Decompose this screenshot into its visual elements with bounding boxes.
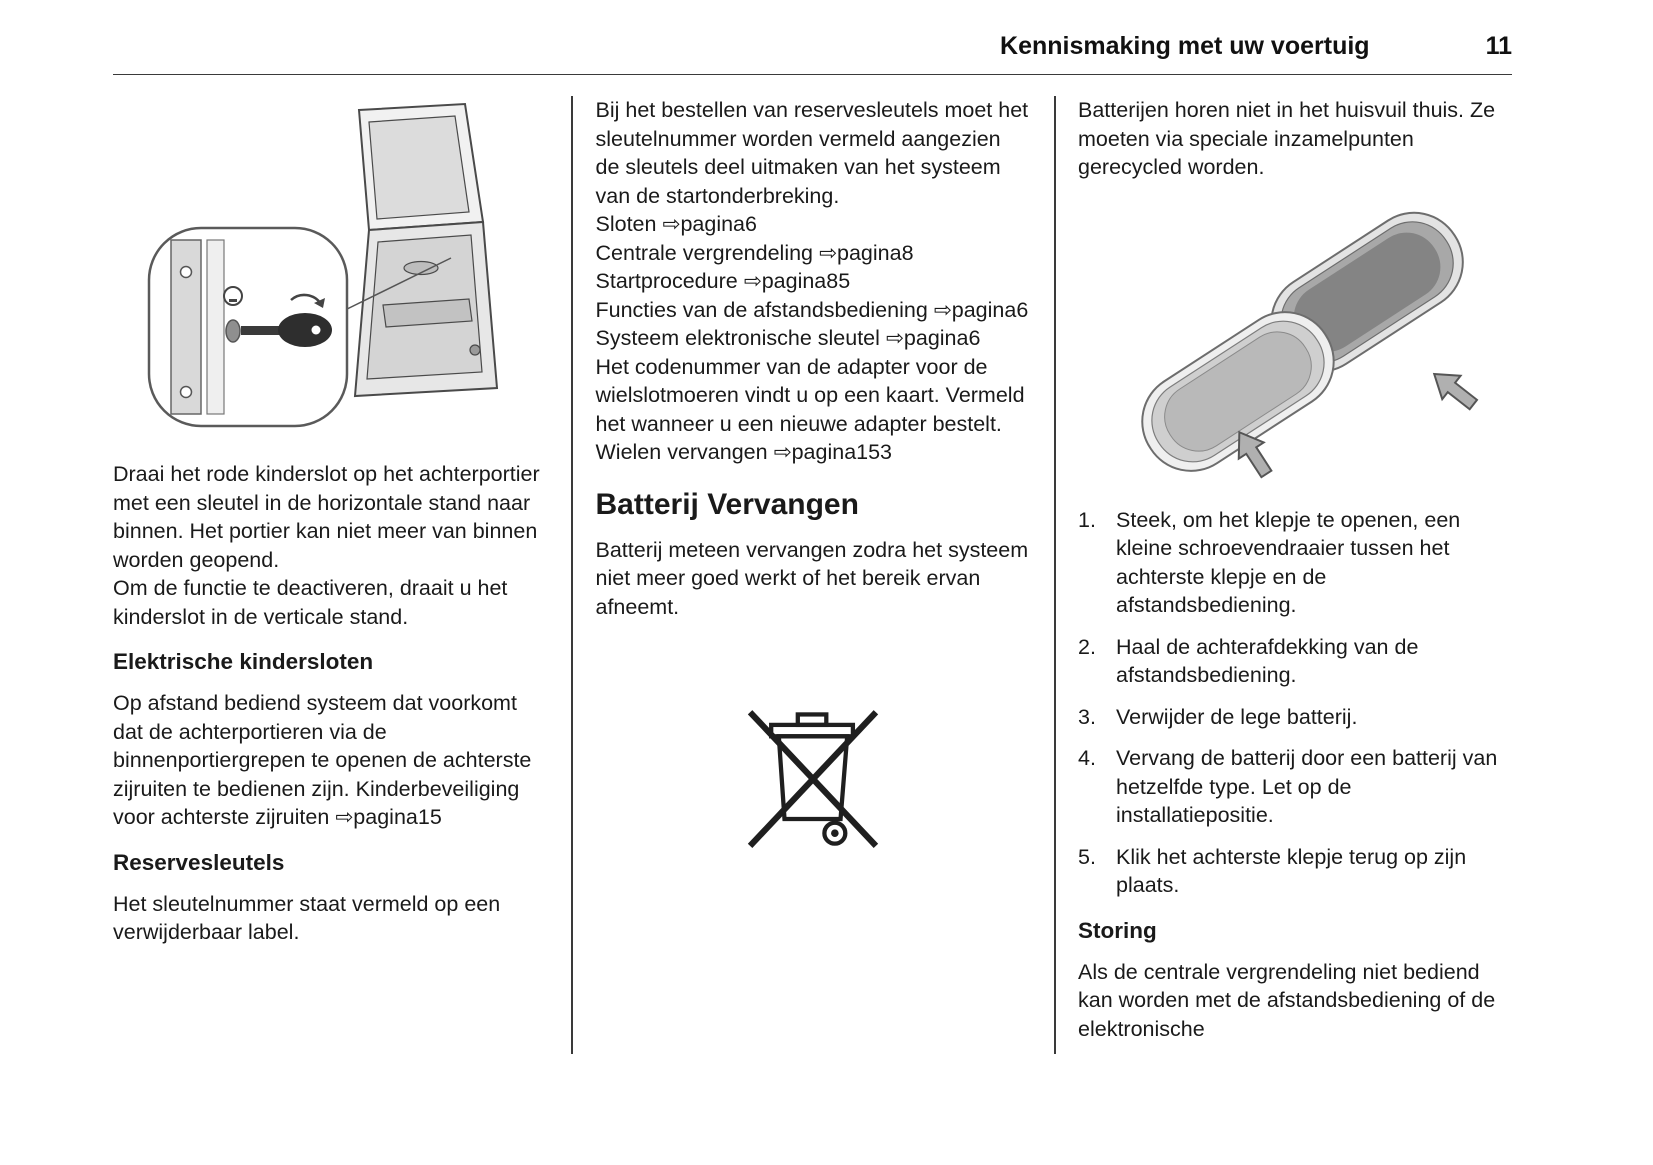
step-number: 3. — [1078, 704, 1096, 729]
list-item — [1078, 703, 1512, 732]
list-item — [1078, 744, 1512, 830]
weee-bin-icon — [737, 699, 889, 861]
step-text: Verwijder de lege batterij. — [1116, 704, 1358, 729]
paragraph-replace-battery: Batterij meteen vervangen zodra het systeem niet meer goed werkt of het bereik ervan afneemt. — [595, 537, 1029, 619]
heading-elektrische-kindersloten: Elektrische kindersloten — [113, 649, 374, 674]
list-item — [1078, 506, 1512, 620]
paragraph-storing: Als de centrale vergrendeling niet bediend kan worden met de afstandsbediening of de elektronische — [1078, 959, 1496, 1041]
page-link-kinderbeveiliging[interactable]: ⇨pagina15 — [335, 805, 442, 829]
paragraph-deactivate: Om de functie te deactiveren, draait u het kinderslot in de verticale stand. — [113, 576, 508, 629]
crossed-out-wheelie-bin-icon — [737, 699, 889, 861]
rear-door-child-lock-illustration — [113, 100, 533, 432]
remote-key-fobs-illustration — [1102, 192, 1502, 490]
paragraph-child-lock: Draai het rode kinderslot op het achterportier met een sleutel in de horizontale stand naar binnen. Het portier kan niet meer van binnen worden geopend. — [113, 462, 540, 572]
battery-steps-list — [1078, 506, 1512, 900]
heading-reservesleutels: Reservesleutels — [113, 849, 285, 875]
child-lock-illustration — [113, 100, 533, 432]
page-link-startprocedure[interactable]: Startprocedure ⇨pagina85 — [595, 269, 851, 293]
page-header — [113, 32, 1512, 61]
page-link-functies-afstandsbediening[interactable]: Functies van de afstandsbediening ⇨pagina6 — [595, 297, 1029, 322]
step-number: 5. — [1078, 844, 1096, 869]
column-middle — [596, 96, 1030, 1043]
list-item — [1078, 633, 1512, 690]
step-text: Steek, om het klepje te openen, een kleine schroevendraaier tussen het achterste klepje en de afstandsbediening. — [1116, 507, 1461, 617]
page-columns — [113, 96, 1512, 1043]
header-rule — [113, 74, 1512, 75]
paragraph-spare-keys: Bij het bestellen van reservesleutels moet het sleutelnummer worden vermeld aangezien de sleutels deel uitmaken van het systeem van de startonderbreking. — [595, 98, 1029, 208]
page-link-elektronische-sleutel[interactable]: Systeem elektronische sleutel ⇨pagina6 — [595, 326, 981, 350]
list-item — [1078, 843, 1512, 900]
paragraph-adapter-code: Het codenummer van de adapter voor de wielslotmoeren vindt u op een kaart. Vermeld het wanneer u een nieuwe adapter bestelt. — [595, 354, 1025, 436]
step-text: Vervang de batterij door een batterij van hetzelfde type. Let op de installatiepositie. — [1116, 746, 1498, 827]
paragraph-text: Op afstand bediend systeem dat voorkomt dat de achterportieren via de binnenportiergrepen te openen de achterste zijruiten te bedienen zijn. Kinderbeveiliging voor achterste zijruiten — [113, 691, 532, 829]
page-link-sloten[interactable]: Sloten ⇨pagina6 — [595, 212, 757, 236]
page-number: 11 — [1485, 32, 1512, 60]
page-link-wielen-vervangen[interactable]: Wielen vervangen ⇨pagina153 — [595, 440, 893, 464]
page-link-centrale-vergrendeling[interactable]: Centrale vergrendeling ⇨pagina8 — [595, 240, 914, 265]
column-right — [1078, 96, 1512, 1043]
step-number: 4. — [1078, 746, 1096, 770]
step-number: 2. — [1078, 634, 1096, 659]
paragraph-electric-locks — [113, 689, 547, 832]
heading-batterij-vervangen: Batterij Vervangen — [595, 487, 859, 521]
heading-storing: Storing — [1078, 917, 1157, 943]
step-number: 1. — [1078, 507, 1096, 532]
step-text: Klik het achterste klepje terug op zijn plaats. — [1116, 844, 1467, 897]
chapter-title: Kennismaking met uw voertuig — [1000, 32, 1370, 60]
key-fob-battery-illustration — [1102, 192, 1502, 490]
paragraph-key-number: Het sleutelnummer staat vermeld op een verwijderbaar label. — [113, 891, 501, 944]
column-left — [113, 96, 547, 1043]
step-text: Haal de achterafdekking van de afstandsbediening. — [1116, 634, 1419, 687]
paragraph-battery-recycling: Batterijen horen niet in het huisvuil thuis. Ze moeten via speciale inzamelpunten gerecycled worden. — [1078, 98, 1496, 179]
